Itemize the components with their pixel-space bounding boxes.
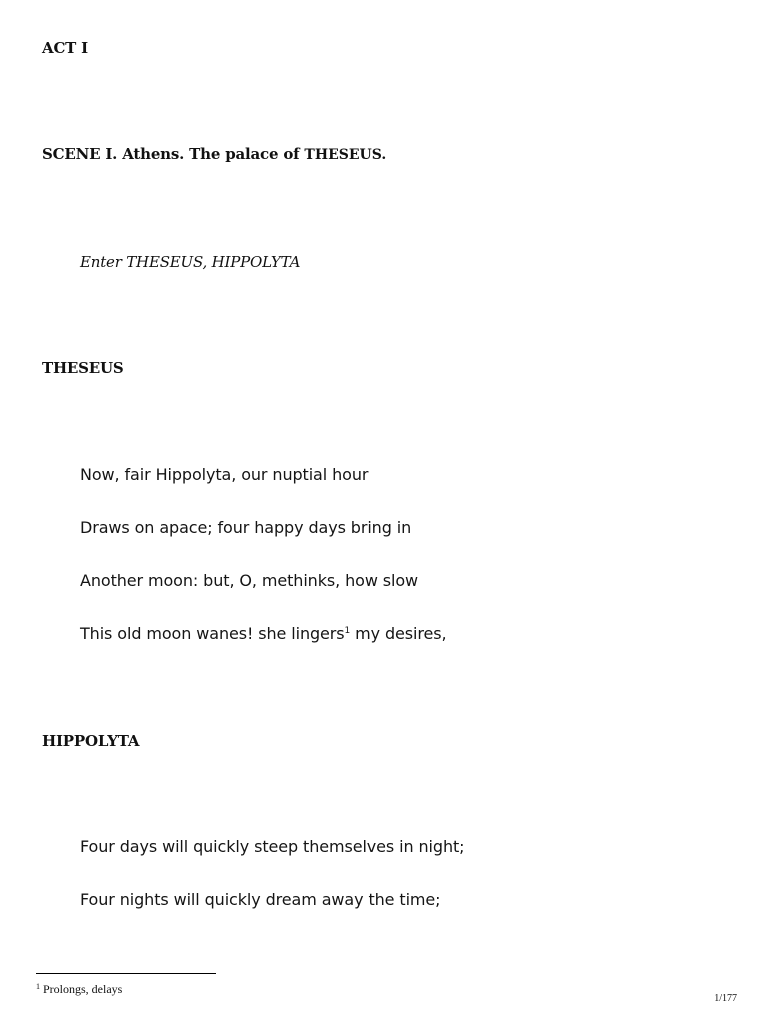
speaker-hippolyta: HIPPOLYTA xyxy=(42,732,140,750)
verse-line: Now, fair Hippolyta, our nuptial hour xyxy=(80,465,369,484)
act-heading: ACT I xyxy=(42,39,88,57)
footnote-marker: 1 xyxy=(36,982,40,991)
footnote xyxy=(36,982,122,997)
scene-character-name: THESEUS. xyxy=(304,147,387,163)
footnote-reference: 1 xyxy=(344,626,351,636)
verse-line: Four days will quickly steep themselves in night; xyxy=(80,837,465,856)
verse-text-before-note: This old moon wanes! she lingers xyxy=(80,624,345,643)
verse-line: Another moon: but, O, methinks, how slow xyxy=(80,571,419,590)
verse-line: Four nights will quickly dream away the time; xyxy=(80,890,441,909)
footnote-text: Prolongs, delays xyxy=(40,982,123,996)
scene-heading xyxy=(42,145,386,163)
stage-direction: Enter THESEUS, HIPPOLYTA xyxy=(80,253,301,271)
scene-label: SCENE I. Athens. The palace of xyxy=(42,145,305,163)
footnote-separator xyxy=(36,973,216,974)
verse-line: Draws on apace; four happy days bring in xyxy=(80,518,412,537)
speaker-theseus: THESEUS xyxy=(42,359,124,377)
page-indicator: 1/177 xyxy=(714,993,737,1004)
verse-line-with-footnote xyxy=(80,624,446,643)
verse-text-after-note: my desires, xyxy=(350,624,447,643)
